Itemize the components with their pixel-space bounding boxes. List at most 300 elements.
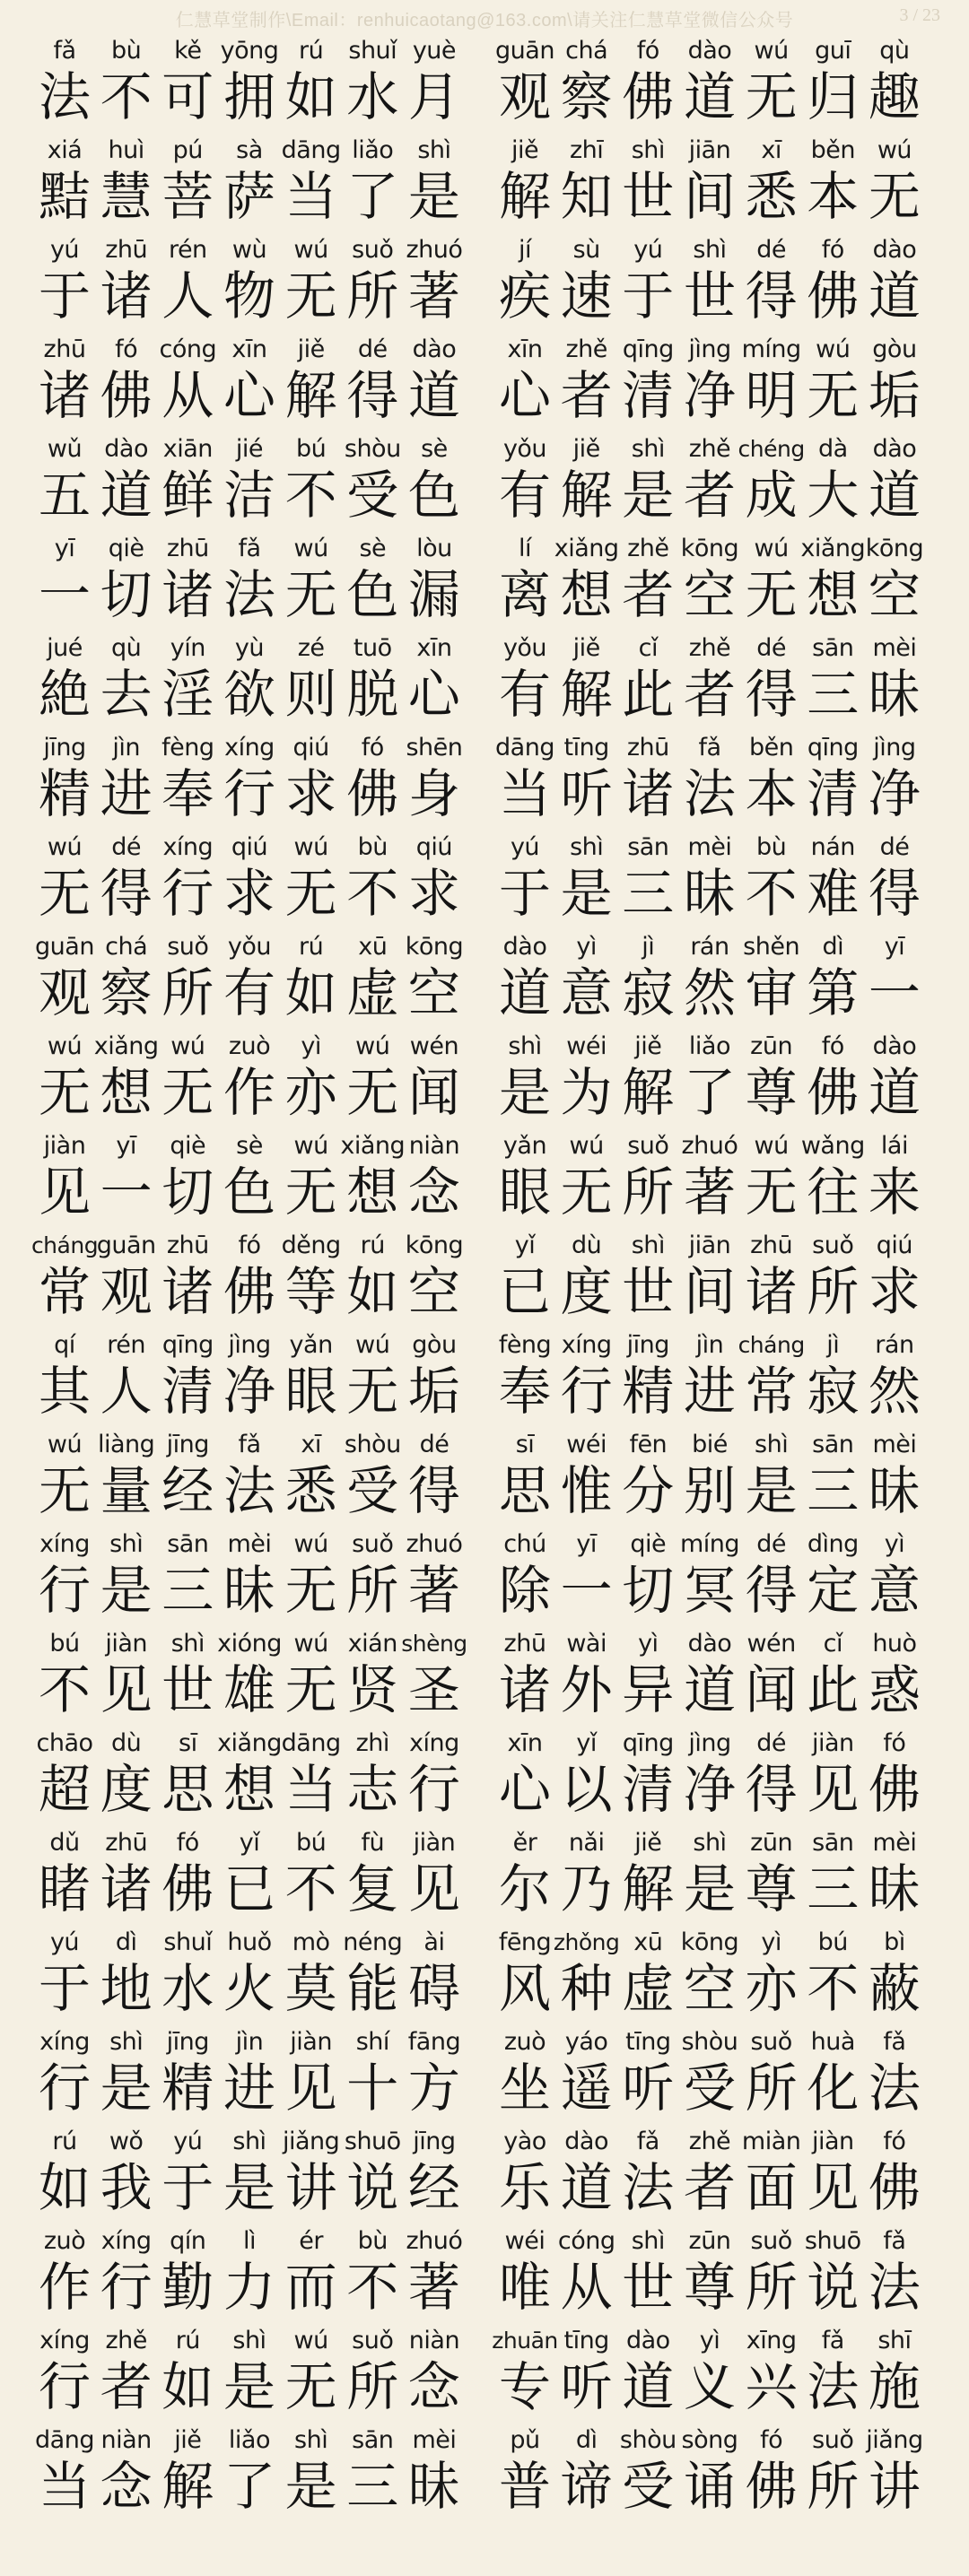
hanzi: 佛 xyxy=(223,1261,275,1322)
hanzi: 五 xyxy=(38,465,91,526)
character-cell xyxy=(556,1428,617,1519)
pinyin: yōng xyxy=(220,37,279,65)
character-cell xyxy=(617,532,678,623)
pinyin: zhě xyxy=(688,435,731,463)
hanzi: 是 xyxy=(560,863,613,924)
character-cell xyxy=(281,1428,342,1519)
pinyin: qiè xyxy=(630,1530,667,1558)
pinyin: qí xyxy=(54,1331,75,1359)
pinyin: wú xyxy=(293,1630,328,1658)
character-cell xyxy=(34,631,95,723)
pinyin: yú xyxy=(633,236,663,264)
hanzi: 度 xyxy=(560,1261,613,1322)
pinyin: jīng xyxy=(166,1431,209,1458)
pinyin: yú xyxy=(173,2128,203,2155)
pinyin: dāng xyxy=(35,2426,94,2454)
pinyin: zūn xyxy=(688,2227,731,2255)
character-cell xyxy=(617,1129,678,1221)
character-cell xyxy=(802,2224,863,2316)
hanzi: 雄 xyxy=(223,1659,275,1720)
pinyin: dào xyxy=(564,2128,608,2155)
pinyin: fó xyxy=(176,1829,199,1857)
hanzi: 行 xyxy=(100,2257,153,2318)
verse-line-right xyxy=(494,1428,925,1519)
pinyin: fó xyxy=(821,1032,844,1060)
hanzi: 而 xyxy=(284,2257,337,2318)
hanzi: 坐 xyxy=(498,2058,551,2119)
hanzi: 道 xyxy=(683,1659,736,1720)
pinyin: qīng xyxy=(162,1331,214,1359)
character-cell xyxy=(864,1428,925,1519)
pinyin: fó xyxy=(361,734,384,761)
pinyin: shí xyxy=(355,2028,389,2056)
character-cell xyxy=(679,532,740,623)
character-cell xyxy=(800,532,866,625)
hanzi: 色 xyxy=(407,465,460,526)
hanzi: 是 xyxy=(100,2058,153,2119)
hanzi: 了 xyxy=(346,166,399,227)
hanzi: 解 xyxy=(498,166,551,227)
hanzi: 疾 xyxy=(498,265,551,326)
hanzi: 色 xyxy=(346,564,399,625)
hanzi: 解 xyxy=(162,2456,214,2517)
hanzi: 观 xyxy=(498,66,551,127)
hanzi: 从 xyxy=(560,2257,613,2318)
pinyin: wǔ xyxy=(47,435,83,463)
pinyin: yǒu xyxy=(502,634,547,662)
pinyin: wú xyxy=(816,335,851,363)
character-cell xyxy=(617,1030,678,1121)
pinyin: shòu xyxy=(619,2426,677,2454)
pinyin: fó xyxy=(760,2426,783,2454)
character-cell xyxy=(219,1129,280,1221)
hanzi: 所 xyxy=(346,265,399,326)
hanzi: 色 xyxy=(223,1162,275,1223)
pinyin: sān xyxy=(627,833,669,861)
character-cell xyxy=(281,134,342,225)
verse-row xyxy=(0,333,969,432)
character-cell xyxy=(157,333,218,424)
character-cell xyxy=(404,1428,465,1519)
hanzi: 三 xyxy=(346,2456,399,2517)
character-cell xyxy=(157,1826,218,1918)
pinyin: wéi xyxy=(566,1431,607,1458)
pinyin: zūn xyxy=(750,1829,793,1857)
hanzi: 道 xyxy=(407,365,460,426)
hanzi: 行 xyxy=(162,863,214,924)
character-cell xyxy=(34,1727,95,1818)
character-cell xyxy=(556,2125,617,2216)
pinyin: liǎo xyxy=(228,2426,270,2454)
character-cell xyxy=(96,233,157,325)
hanzi: 是 xyxy=(498,1062,551,1123)
pinyin: dào xyxy=(104,435,148,463)
pinyin: xī xyxy=(761,136,781,164)
character-cell xyxy=(404,731,465,822)
pinyin: jīng xyxy=(413,2128,456,2155)
hanzi: 其 xyxy=(38,1361,91,1422)
hanzi: 心 xyxy=(498,365,551,426)
character-cell xyxy=(34,1129,95,1221)
hanzi: 速 xyxy=(560,265,613,326)
character-cell xyxy=(404,532,465,623)
pinyin: yī xyxy=(884,933,905,961)
pinyin: sòng xyxy=(681,2426,738,2454)
pinyin: néng xyxy=(343,1928,403,1956)
pinyin: zhuó xyxy=(406,2227,463,2255)
hanzi: 人 xyxy=(162,265,214,326)
hanzi: 道 xyxy=(622,2356,675,2417)
hanzi: 经 xyxy=(407,2157,460,2218)
hanzi: 为 xyxy=(560,1062,613,1123)
pinyin: sān xyxy=(812,1431,854,1458)
hanzi: 见 xyxy=(807,1759,860,1820)
pinyin: chá xyxy=(105,933,148,961)
hanzi: 者 xyxy=(683,664,736,725)
character-cell xyxy=(494,1428,555,1519)
pinyin: rán xyxy=(875,1331,914,1359)
character-cell xyxy=(494,1627,555,1719)
character-cell xyxy=(741,134,802,225)
character-cell xyxy=(617,1229,678,1320)
character-cell xyxy=(342,1627,403,1719)
pinyin: wú xyxy=(754,535,789,562)
character-cell xyxy=(741,631,802,723)
pinyin: dào xyxy=(872,236,917,264)
character-cell xyxy=(342,233,403,325)
hanzi: 世 xyxy=(683,265,736,326)
character-cell xyxy=(741,333,802,424)
character-cell xyxy=(802,2125,863,2216)
character-cell xyxy=(864,2224,925,2316)
hanzi: 物 xyxy=(223,265,275,326)
pinyin: dào xyxy=(687,37,732,65)
hanzi: 见 xyxy=(807,2157,860,2218)
character-cell xyxy=(219,1527,280,1619)
pinyin: chá xyxy=(565,37,608,65)
pinyin: qù xyxy=(111,634,142,662)
hanzi: 第 xyxy=(807,962,860,1023)
pinyin: sī xyxy=(179,1729,197,1757)
pinyin: zuò xyxy=(228,1032,271,1060)
verse-line-right xyxy=(494,34,925,126)
hanzi: 思 xyxy=(498,1460,551,1521)
hanzi: 有 xyxy=(223,962,275,1023)
character-cell xyxy=(96,532,157,623)
pinyin: bú xyxy=(295,435,327,463)
hanzi: 受 xyxy=(683,2058,736,2119)
pinyin: dào xyxy=(502,933,547,961)
character-cell xyxy=(219,1826,280,1918)
pinyin: zhū xyxy=(166,1231,209,1259)
character-cell xyxy=(31,1229,99,1322)
pinyin: yù xyxy=(234,634,265,662)
character-cell xyxy=(679,1627,740,1719)
pinyin: fèng xyxy=(498,1331,552,1359)
verse-line-right xyxy=(494,532,925,623)
character-cell xyxy=(679,2025,740,2117)
hanzi: 于 xyxy=(162,2157,214,2218)
verse-line-right xyxy=(494,1328,925,1420)
verse-row xyxy=(0,1826,969,1926)
character-cell xyxy=(556,1129,617,1221)
pinyin: pú xyxy=(172,136,203,164)
pinyin: wú xyxy=(293,1132,328,1160)
character-cell xyxy=(96,1627,157,1719)
character-cell xyxy=(741,731,802,822)
hanzi: 精 xyxy=(622,1361,675,1422)
character-cell xyxy=(802,1428,863,1519)
character-cell xyxy=(96,1527,157,1619)
character-cell xyxy=(556,831,617,922)
character-cell xyxy=(281,1727,342,1818)
character-cell xyxy=(741,930,802,1022)
hanzi: 蔽 xyxy=(868,1958,921,2019)
character-cell xyxy=(864,1727,925,1818)
character-cell xyxy=(34,134,95,225)
character-cell xyxy=(617,432,678,524)
character-cell xyxy=(494,1527,555,1619)
character-cell xyxy=(494,731,555,822)
character-cell xyxy=(741,1428,802,1519)
pinyin: dé xyxy=(879,833,910,861)
character-cell xyxy=(219,233,280,325)
hanzi: 如 xyxy=(162,2356,214,2417)
character-cell xyxy=(741,1030,802,1121)
character-cell xyxy=(219,2424,280,2515)
pinyin: cháng xyxy=(738,1332,805,1358)
pinyin: jiě xyxy=(572,634,600,662)
character-cell xyxy=(864,2324,925,2415)
hanzi: 所 xyxy=(745,2257,798,2318)
pinyin: shì xyxy=(170,1630,205,1658)
pinyin: xióng xyxy=(217,1630,282,1658)
pinyin: rú xyxy=(299,37,324,65)
pinyin: qiú xyxy=(231,833,268,861)
pinyin: rán xyxy=(690,933,729,961)
pinyin: zūn xyxy=(750,1032,793,1060)
pinyin: zhū xyxy=(43,335,86,363)
pinyin: tīng xyxy=(625,2028,671,2056)
hanzi: 有 xyxy=(498,465,551,526)
pinyin: dì xyxy=(115,1928,137,1956)
character-cell xyxy=(864,930,925,1022)
hanzi: 惟 xyxy=(560,1460,613,1521)
pinyin: guān xyxy=(495,37,554,65)
hanzi: 求 xyxy=(868,1261,921,1322)
hanzi: 清 xyxy=(622,365,675,426)
character-cell xyxy=(342,1030,403,1121)
character-cell xyxy=(741,2125,802,2216)
character-cell xyxy=(342,831,403,922)
character-cell xyxy=(617,731,678,822)
character-cell xyxy=(157,233,218,325)
character-cell xyxy=(34,1627,95,1719)
pinyin: jīng xyxy=(166,2028,209,2056)
character-cell xyxy=(864,34,925,126)
pinyin: shēn xyxy=(406,734,463,761)
hanzi: 则 xyxy=(284,664,337,725)
verse-line-left xyxy=(34,930,465,1022)
character-cell xyxy=(494,1030,555,1121)
character-cell xyxy=(802,1229,863,1320)
pinyin: guī xyxy=(815,37,851,65)
character-cell xyxy=(802,333,863,424)
character-cell xyxy=(219,631,280,723)
hanzi: 水 xyxy=(162,1958,214,2019)
character-cell xyxy=(864,1129,925,1221)
hanzi: 悉 xyxy=(284,1460,337,1521)
hanzi: 化 xyxy=(807,2058,860,2119)
hanzi: 想 xyxy=(807,564,860,625)
hanzi: 著 xyxy=(407,1560,460,1621)
pinyin: fó xyxy=(821,236,844,264)
character-cell xyxy=(864,2025,925,2117)
hanzi: 了 xyxy=(223,2456,275,2517)
character-cell xyxy=(741,2224,802,2316)
pinyin: dù xyxy=(572,1231,602,1259)
character-cell xyxy=(556,233,617,325)
verse-row xyxy=(0,2324,969,2424)
pinyin: cǐ xyxy=(823,1630,842,1658)
hanzi: 诸 xyxy=(100,265,153,326)
character-cell xyxy=(342,930,403,1022)
character-cell xyxy=(96,2125,157,2216)
pinyin: xīn xyxy=(231,335,267,363)
pinyin: wú xyxy=(47,1032,83,1060)
hanzi: 讲 xyxy=(284,2157,337,2218)
hanzi: 佛 xyxy=(807,265,860,326)
character-cell xyxy=(157,2224,218,2316)
hanzi: 月 xyxy=(407,66,460,127)
pinyin: wù xyxy=(231,236,267,264)
hanzi: 无 xyxy=(38,863,91,924)
character-cell xyxy=(494,532,555,623)
pinyin: fēn xyxy=(629,1431,668,1458)
hanzi: 切 xyxy=(162,1162,214,1223)
hanzi: 得 xyxy=(868,863,921,924)
pinyin: wú xyxy=(47,1431,83,1458)
hanzi: 昧 xyxy=(683,863,736,924)
character-cell xyxy=(617,34,678,126)
character-cell xyxy=(802,1030,863,1121)
character-cell xyxy=(342,432,403,524)
pinyin: wǎng xyxy=(800,1132,865,1160)
pinyin: fǎ xyxy=(238,535,261,562)
character-cell xyxy=(802,1527,863,1619)
hanzi: 所 xyxy=(807,2456,860,2517)
verse-line-right xyxy=(494,1527,925,1619)
pinyin: jiě xyxy=(511,136,539,164)
character-cell xyxy=(864,1229,925,1320)
pinyin: zé xyxy=(297,634,325,662)
pinyin: wú xyxy=(170,1032,205,1060)
character-cell xyxy=(556,2424,617,2515)
pinyin: xiá xyxy=(47,136,83,164)
character-cell xyxy=(741,2324,802,2415)
verse-row xyxy=(0,233,969,333)
pinyin: chāo xyxy=(36,1729,93,1757)
hanzi: 世 xyxy=(622,2257,675,2318)
character-cell xyxy=(494,2224,555,2316)
pinyin: yú xyxy=(510,833,540,861)
character-cell xyxy=(741,233,802,325)
pinyin: zhuó xyxy=(681,1132,738,1160)
character-cell xyxy=(802,1926,863,2017)
character-cell xyxy=(494,1727,555,1818)
hanzi: 法 xyxy=(683,763,736,824)
hanzi: 脱 xyxy=(346,664,399,725)
hanzi: 此 xyxy=(622,664,675,725)
pinyin: qiú xyxy=(415,833,453,861)
pinyin: sè xyxy=(421,435,448,463)
pinyin: qiè xyxy=(170,1132,206,1160)
hanzi: 求 xyxy=(223,863,275,924)
character-cell xyxy=(494,34,555,126)
hanzi: 法 xyxy=(807,2356,860,2417)
hanzi: 有 xyxy=(498,664,551,725)
verse-line-right xyxy=(494,1129,925,1221)
character-cell xyxy=(679,432,740,524)
hanzi: 以 xyxy=(560,1759,613,1820)
hanzi: 想 xyxy=(100,1062,153,1123)
hanzi: 不 xyxy=(100,66,153,127)
character-cell xyxy=(617,2125,678,2216)
verse-line-left xyxy=(34,233,465,325)
character-cell xyxy=(34,1428,95,1519)
hanzi: 昧 xyxy=(407,2456,460,2517)
pinyin: dé xyxy=(756,1729,786,1757)
hanzi: 得 xyxy=(745,664,798,725)
pinyin: sī xyxy=(515,1431,535,1458)
character-cell xyxy=(219,1727,280,1818)
hanzi: 闻 xyxy=(745,1659,798,1720)
pinyin: jìng xyxy=(688,335,731,363)
pinyin: yǐ xyxy=(239,1829,260,1857)
pinyin: jué xyxy=(47,634,83,662)
character-cell xyxy=(404,233,465,325)
character-cell xyxy=(219,134,280,225)
character-cell xyxy=(34,333,95,424)
hanzi: 无 xyxy=(745,564,798,625)
verse-line-left xyxy=(34,1826,465,1918)
hanzi: 诸 xyxy=(622,763,675,824)
pinyin: zhuó xyxy=(406,1530,463,1558)
hanzi: 面 xyxy=(745,2157,798,2218)
character-cell xyxy=(556,631,617,723)
character-cell xyxy=(281,1328,342,1420)
pinyin: nán xyxy=(810,833,855,861)
character-cell xyxy=(34,34,95,126)
character-cell xyxy=(494,831,555,922)
hanzi: 无 xyxy=(284,2356,337,2417)
character-cell xyxy=(404,134,465,225)
character-cell xyxy=(802,1826,863,1918)
verse-line-left xyxy=(34,2224,465,2316)
hanzi: 来 xyxy=(868,1162,921,1223)
pinyin: xián xyxy=(347,1630,397,1658)
character-cell xyxy=(679,2125,740,2216)
verse-line-left xyxy=(34,631,465,723)
hanzi: 垢 xyxy=(868,365,921,426)
pinyin: qiú xyxy=(876,1231,913,1259)
character-cell xyxy=(864,2125,925,2216)
pinyin: shì xyxy=(294,2426,328,2454)
pinyin: zhuān xyxy=(492,2328,558,2354)
verse-line-left xyxy=(34,2125,465,2216)
verse-line-left xyxy=(34,1926,465,2017)
verse-line-right xyxy=(494,2025,925,2117)
